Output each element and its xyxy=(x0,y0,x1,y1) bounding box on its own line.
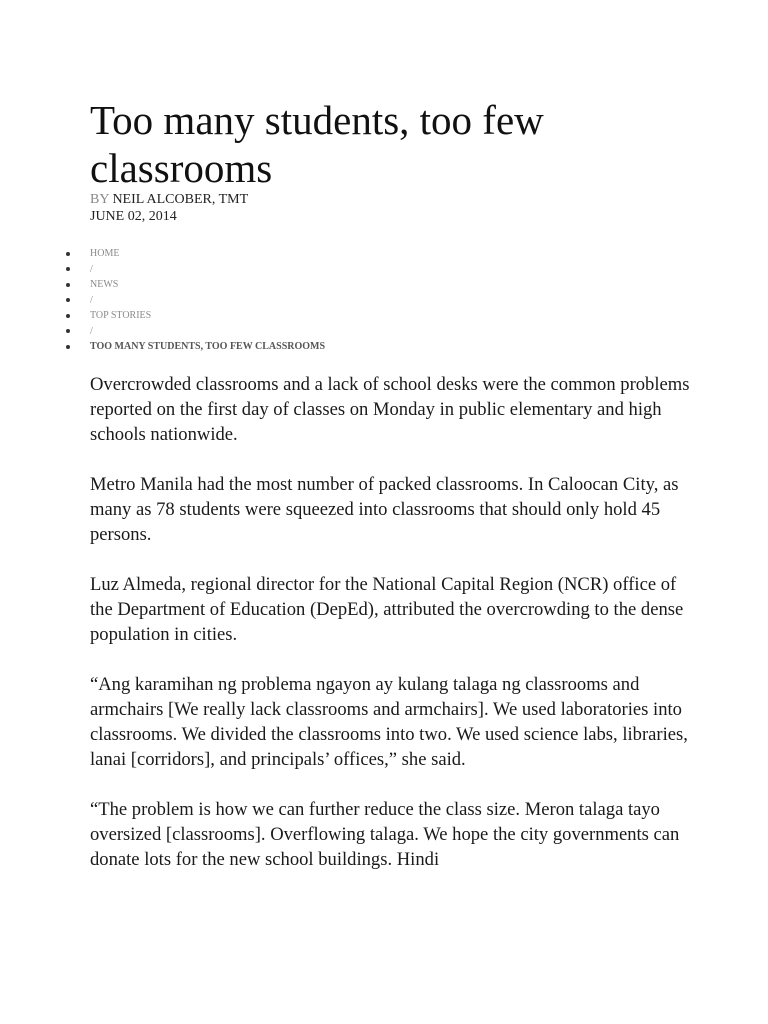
breadcrumb xyxy=(0,246,325,355)
article-paragraph: Luz Almeda, regional director for the National Capital Region (NCR) office of the Department of Education (DepEd), attributed the overcrowding to the dense population in cities. xyxy=(90,574,684,645)
breadcrumb-label: NEWS xyxy=(90,279,119,290)
article-title: Too many students, too few classrooms xyxy=(90,97,544,191)
article-paragraph: “The problem is how we can further reduce the class size. Meron talaga tayo oversized [classrooms]. Overflowing talaga. We hope the city governments can donate lots for the new school buildings. Hindi xyxy=(90,799,680,870)
breadcrumb-separator xyxy=(0,324,325,340)
author-link[interactable]: NEIL ALCOBER, TMT xyxy=(112,192,249,207)
breadcrumb-item-current xyxy=(0,339,325,355)
article-paragraph: Metro Manila had the most number of packed classrooms. In Caloocan City, as many as 78 students were squeezed into classrooms that should only hold 45 persons. xyxy=(90,474,679,545)
article-paragraph: “Ang karamihan ng problema ngayon ay kulang talaga ng classrooms and armchairs [We really lack classrooms and armchairs]. We used laboratories into classrooms. We divided the classrooms into two. We used science labs, libraries, lanai [corridors], and principals’ offices,” she said. xyxy=(90,674,688,770)
article-paragraph: Overcrowded classrooms and a lack of school desks were the common problems reported on the first day of classes on Monday in public elementary and high schools nationwide. xyxy=(90,374,690,445)
breadcrumb-item-home[interactable] xyxy=(0,246,325,262)
breadcrumb-item-top-stories[interactable] xyxy=(0,308,325,324)
publish-date: JUNE 02, 2014 xyxy=(90,209,177,224)
bullet-icon xyxy=(66,298,70,302)
byline-prefix: BY xyxy=(90,192,109,207)
breadcrumb-item-news[interactable] xyxy=(0,277,325,293)
breadcrumb-separator-label: / xyxy=(90,263,93,275)
breadcrumb-label: HOME xyxy=(90,248,120,259)
bullet-icon xyxy=(66,314,70,318)
breadcrumb-label: TOO MANY STUDENTS, TOO FEW CLASSROOMS xyxy=(90,341,326,352)
article-body xyxy=(90,372,690,897)
bullet-icon xyxy=(66,283,70,287)
breadcrumb-label: TOP STORIES xyxy=(90,310,152,321)
bullet-icon xyxy=(66,329,70,333)
bullet-icon xyxy=(66,267,70,271)
breadcrumb-separator xyxy=(0,262,325,278)
breadcrumb-separator-label: / xyxy=(90,294,93,306)
breadcrumb-separator xyxy=(0,293,325,309)
bullet-icon xyxy=(66,252,70,256)
breadcrumb-separator-label: / xyxy=(90,325,93,337)
bullet-icon xyxy=(66,345,70,349)
byline xyxy=(90,192,248,208)
